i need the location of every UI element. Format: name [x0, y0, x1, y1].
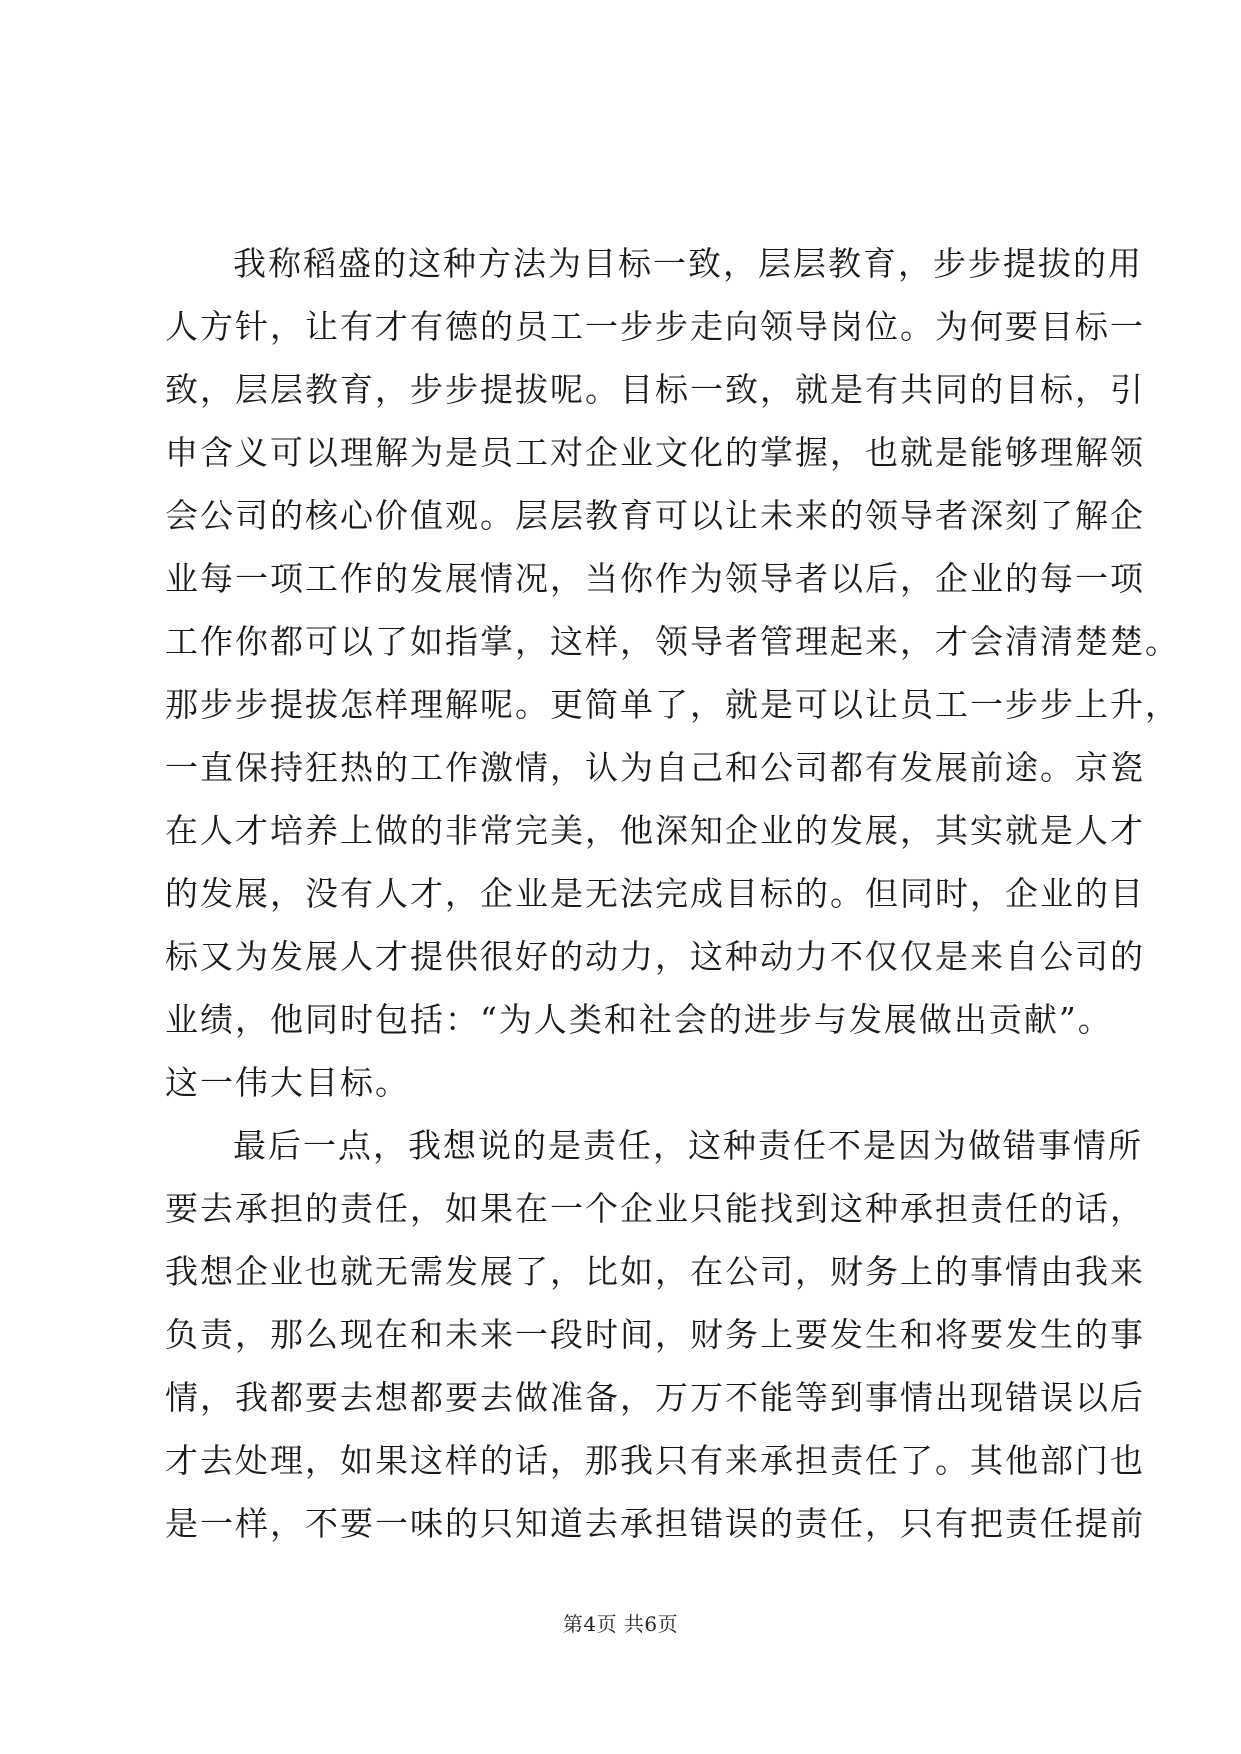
text-line: 人方针，让有才有德的员工一步步走向领导岗位。为何要目标一 — [165, 307, 1145, 346]
text-line: 工作你都可以了如指掌，这样，领导者管理起来，才会清清楚楚。 — [165, 622, 1180, 661]
text-line: 会公司的核心价值观。层层教育可以让未来的领导者深刻了解企 — [165, 496, 1145, 535]
paragraph-1 — [165, 232, 1180, 1114]
text-line: 才去处理，如果这样的话，那我只有来承担责任了。其他部门也 — [165, 1441, 1145, 1480]
text-line: 申含义可以理解为是员工对企业文化的掌握，也就是能够理解领 — [165, 433, 1145, 472]
page-number-footer: 第4页 共6页 — [562, 1612, 679, 1636]
text-line: 要去承担的责任，如果在一个企业只能找到这种承担责任的话， — [165, 1189, 1145, 1228]
text-line: 那步步提拔怎样理解呢。更简单了，就是可以让员工一步步上升， — [165, 685, 1180, 724]
text-line: 一直保持狂热的工作激情，认为自己和公司都有发展前途。京瓷 — [165, 748, 1145, 787]
text-line: 我称稻盛的这种方法为目标一致，层层教育，步步提拔的用 — [233, 244, 1143, 283]
text-line: 致，层层教育，步步提拔呢。目标一致，就是有共同的目标，引 — [165, 370, 1145, 409]
text-line: 负责，那么现在和未来一段时间，财务上要发生和将要发生的事 — [165, 1315, 1145, 1354]
text-line: 在人才培养上做的非常完美，他深知企业的发展，其实就是人才 — [165, 811, 1145, 850]
text-line: 是一样，不要一味的只知道去承担错误的责任，只有把责任提前 — [165, 1504, 1145, 1543]
text-line: 业每一项工作的发展情况，当你作为领导者以后，企业的每一项 — [165, 559, 1145, 598]
text-line: 业绩，他同时包括：“为人类和社会的进步与发展做出贡献”。 — [165, 1000, 1113, 1039]
text-line: 最后一点，我想说的是责任，这种责任不是因为做错事情所 — [233, 1126, 1143, 1165]
text-line: 标又为发展人才提供很好的动力，这种动力不仅仅是来自公司的 — [165, 937, 1145, 976]
text-line: 这一伟大目标。 — [165, 1063, 410, 1102]
body-text — [165, 232, 1180, 1555]
text-line: 情，我都要去想都要去做准备，万万不能等到事情出现错误以后 — [165, 1378, 1145, 1417]
paragraph-2 — [165, 1114, 1145, 1555]
text-line: 我想企业也就无需发展了，比如，在公司，财务上的事情由我来 — [165, 1252, 1145, 1291]
text-line: 的发展，没有人才，企业是无法完成目标的。但同时，企业的目 — [165, 874, 1145, 913]
